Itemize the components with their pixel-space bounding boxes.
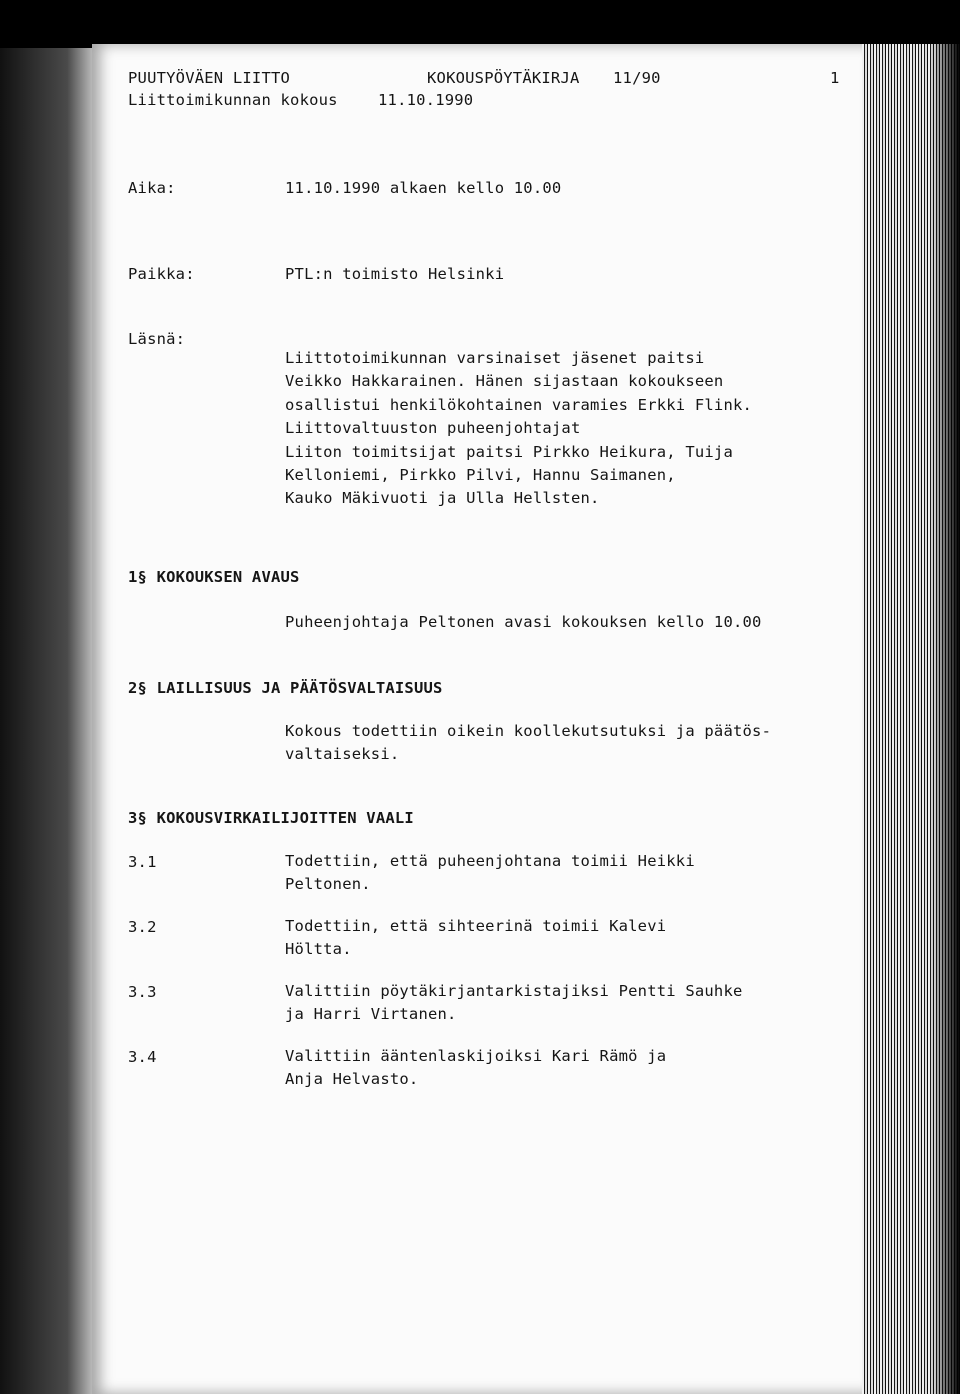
text-line: valtaiseksi. [285,745,400,764]
item-3-3-text [285,980,743,1027]
document-page [92,44,867,1394]
meeting-date: 11.10.1990 [378,91,474,109]
present-line: osallistui henkilökohtainen varamies Erkki Flink. [285,395,753,414]
present-line: Liiton toimitsijat paitsi Pirkko Heikura, Tuija [285,442,733,461]
text-line: Peltonen. [285,875,371,894]
meeting-name: Liittoimikunnan kokous [128,91,338,109]
text-line: Höltta. [285,940,352,959]
item-3-2-text [285,915,666,962]
doc-number: 11/90 [613,69,661,87]
time-value: 11.10.1990 alkaen kello 10.00 [285,179,562,197]
previous-page-edge [0,48,96,1394]
text-line: Todettiin, että sihteerinä toimii Kalevi [285,917,667,935]
item-3-1-text [285,850,695,897]
text-line: Kokous todettiin oikein koollekutsutuksi ja päätös- [285,722,772,740]
section-3-heading: 3§ KOKOUSVIRKAILIJOITTEN VAALI [128,809,414,827]
section-1-text: Puheenjohtaja Peltonen avasi kokouksen kello 10.00 [285,613,762,631]
item-number: 3.2 [128,918,157,936]
text-line: Valittiin ääntenlaskijoiksi Kari Rämö ja [285,1047,667,1065]
text-line: ja Harri Virtanen. [285,1005,457,1024]
item-3-4-text [285,1045,666,1092]
time-label: Aika: [128,179,176,197]
present-label: Läsnä: [128,330,186,348]
item-number: 3.3 [128,983,157,1001]
section-2-text [285,720,771,767]
place-label: Paikka: [128,265,195,283]
page-number: 1 [830,69,840,87]
present-line: Liittovaltuuston puheenjohtajat [285,419,581,438]
place-value: PTL:n toimisto Helsinki [285,265,505,283]
item-number: 3.1 [128,853,157,871]
present-line: Kauko Mäkivuoti ja Ulla Hellsten. [285,489,600,508]
present-line: Kelloniemi, Pirkko Pilvi, Hannu Saimanen, [285,466,676,485]
present-list [285,347,752,511]
text-line: Valittiin pöytäkirjantarkistajiksi Pentti Sauhke [285,982,743,1000]
stacked-page-edges [862,44,960,1394]
item-number: 3.4 [128,1048,157,1066]
section-2-heading: 2§ LAILLISUUS JA PÄÄTÖSVALTAISUUS [128,679,443,697]
org-name: PUUTYÖVÄEN LIITTO [128,69,291,87]
text-line: Anja Helvasto. [285,1070,419,1089]
present-line: Liittotoimikunnan varsinaiset jäsenet paitsi [285,349,705,367]
present-line: Veikko Hakkarainen. Hänen sijastaan kokoukseen [285,372,724,391]
section-1-heading: 1§ KOKOUKSEN AVAUS [128,568,300,586]
text-line: Todettiin, että puheenjohtana toimii Heikki [285,852,695,870]
doc-type: KOKOUSPÖYTÄKIRJA [427,69,580,87]
